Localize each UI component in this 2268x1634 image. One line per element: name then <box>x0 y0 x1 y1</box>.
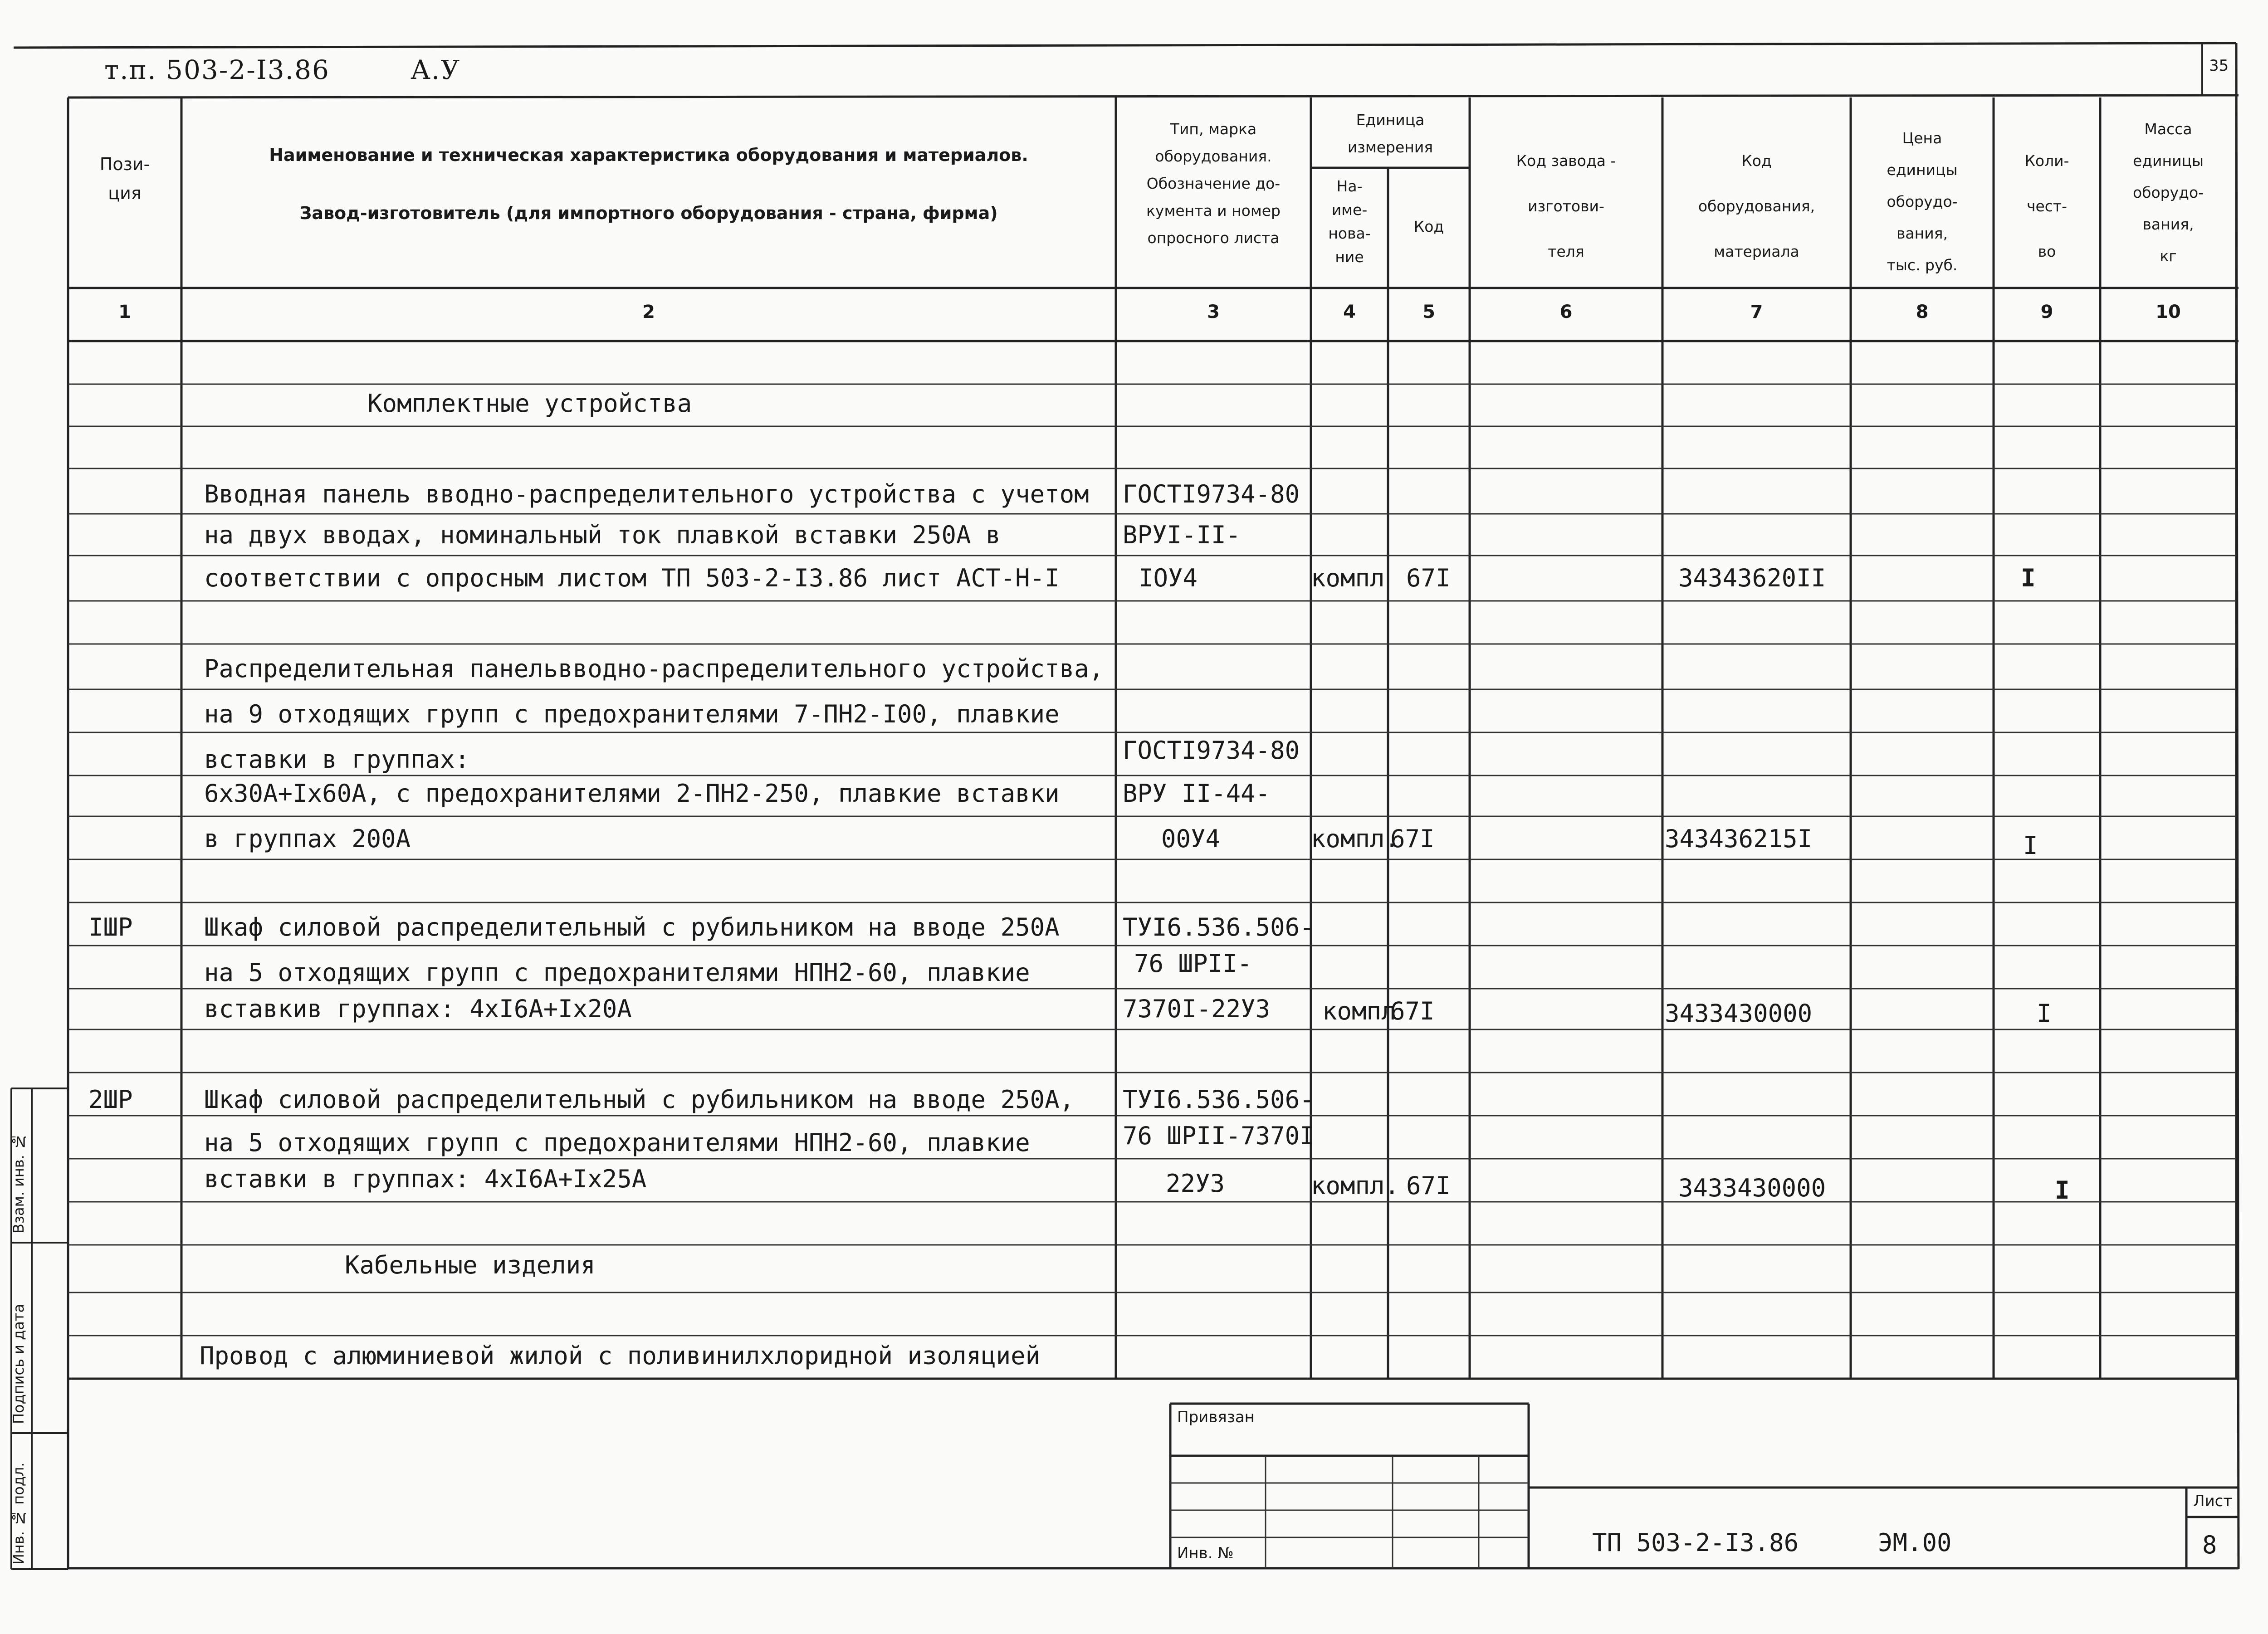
table-cell-type: 00У4 <box>1161 824 1221 853</box>
col-header-type: Тип, марка оборудования. Обозначение до- кумента и номер опросного листа <box>1146 120 1281 247</box>
section-heading-complete-devices: Комплектные устройства <box>367 389 692 418</box>
table-cell-name: вставкив группах: 4хI6А+Iх20А <box>204 995 632 1023</box>
table-cell-unit-code: 67I <box>1406 1171 1451 1200</box>
col-number-6: 6 <box>1559 302 1573 322</box>
col-header-unit-group: Единица измерения <box>1347 111 1433 156</box>
table-cell-type: ВРУ II-44- <box>1123 779 1271 808</box>
side-label-original-inv: Инв. № подл. <box>10 1462 27 1565</box>
table-cell-unit: компл <box>1322 997 1396 1025</box>
col-header-name: Наименование и техническая характеристика оборудования и материалов. Завод-изготовитель (для импортного оборудования - страна, фирма) <box>269 145 1028 223</box>
document-part: А.У <box>411 54 461 85</box>
table-cell-name: вставки в группах: <box>204 745 470 774</box>
col-number-7: 7 <box>1750 302 1763 322</box>
table-cell-quantity: I <box>2037 999 2052 1028</box>
table-cell-type: ТУI6.536.506- <box>1123 913 1315 941</box>
table-cell-name: соответствии с опросным листом ТП 503-2-I3.86 лист АСТ-Н-I <box>204 564 1060 592</box>
stamp-linked-label: Привязан <box>1177 1408 1255 1426</box>
table-cell-unit-code: 67I <box>1406 564 1451 592</box>
col-number-3: 3 <box>1207 302 1220 322</box>
stamp-sheet-number: 8 <box>2202 1531 2217 1559</box>
col-number-8: 8 <box>1916 302 1929 322</box>
col-header-price: Цена единицы оборудо- вания, тыс. руб. <box>1887 129 1958 274</box>
col-header-plant-code: Код завода - изготови- теля <box>1516 152 1616 260</box>
table-cell-name: Вводная панель вводно-распределительного устройства с учетом <box>204 480 1089 508</box>
col-header-unit-code: Код <box>1413 218 1444 235</box>
table-cell-type: ТУI6.536.506- <box>1123 1085 1315 1114</box>
table-cell-quantity: I <box>2023 831 2038 860</box>
col-header-quantity: Коли- чест- во <box>2024 152 2069 260</box>
table-cell-name: на 5 отходящих групп с предохранителями НПН2-60, плавкие <box>204 1128 1030 1157</box>
table-cell-position: IШР <box>88 913 133 941</box>
table-cell-type: IОУ4 <box>1139 564 1198 592</box>
table-cell-name: на 9 отходящих групп с предохранителями 7-ПН2-I00, плавкие <box>204 700 1060 728</box>
table-cell-name: Шкаф силовой распределительный с рубильником на вводе 250А, <box>204 1085 1075 1114</box>
table-cell-type: 22У3 <box>1166 1169 1225 1198</box>
table-cell-type: 76 ШРII- <box>1134 949 1252 978</box>
col-number-10: 10 <box>2156 302 2181 322</box>
col-number-4: 4 <box>1343 302 1356 322</box>
col-header-unit-name: На- име- нова- ние <box>1328 177 1371 266</box>
side-label-signature-date: Подпись и дата <box>10 1303 27 1424</box>
table-cell-equipment-code: 3433430000 <box>1678 1174 1826 1202</box>
table-cell-equipment-code: 3433430000 <box>1665 999 1813 1028</box>
table-cell-unit: компл. <box>1311 1171 1400 1200</box>
col-number-9: 9 <box>2040 302 2053 322</box>
table-cell-unit: компл. <box>1311 824 1400 853</box>
stamp-sheet-label: Лист <box>2193 1492 2233 1510</box>
table-cell-type: ГОСТI9734-80 <box>1123 480 1300 508</box>
table-cell-type: ВРУI-II- <box>1123 521 1241 549</box>
table-cell-type: 76 ШРII-7370I <box>1123 1122 1315 1150</box>
document-code: т.п. 503-2-I3.86 <box>104 54 330 85</box>
col-number-1: 1 <box>118 302 131 322</box>
table-cell-unit: компл <box>1311 564 1385 592</box>
table-cell-type: ГОСТI9734-80 <box>1123 736 1300 765</box>
table-cell-type: 7370I-22У3 <box>1123 995 1271 1023</box>
table-cell-equipment-code: 343436215I <box>1665 824 1813 853</box>
table-cell-name: на 5 отходящих групп с предохранителями НПН2-60, плавкие <box>204 958 1030 987</box>
stamp-inventory-label: Инв. № <box>1177 1544 1234 1562</box>
table-cell-name: вставки в группах: 4хI6А+Iх25А <box>204 1165 647 1193</box>
col-header-equipment-code: Код оборудования, материала <box>1698 152 1815 260</box>
table-cell-quantity: I <box>2021 564 2036 592</box>
table-cell-name: на двух вводах, номинальный ток плавкой вставки 250А в <box>204 521 1001 549</box>
table-cell-name: Шкаф силовой распределительный с рубильником на вводе 250А <box>204 913 1060 941</box>
table-cell-equipment-code: 34343620II <box>1678 564 1826 592</box>
table-cell-unit-code: 67I <box>1390 997 1435 1025</box>
page-corner-number: 35 <box>2209 57 2229 75</box>
section-heading-cable-products: Кабельные изделия <box>345 1251 596 1279</box>
table-cell-name: Распределительная панельвводно-распределительного устройства, <box>204 654 1104 683</box>
stamp-designation: ТП 503-2-I3.86 <box>1592 1528 1799 1557</box>
col-header-mass: Масса единицы оборудо- вания, кг <box>2132 120 2204 265</box>
table-cell-unit-code: 67I <box>1390 824 1435 853</box>
table-cell-quantity: I <box>2055 1176 2070 1205</box>
table-cell-name: Провод с алюминиевой жилой с поливинилхлоридной изоляцией <box>200 1341 1041 1370</box>
col-header-position: Пози- ция <box>99 154 150 203</box>
stamp-sheet-mark: ЭМ.00 <box>1878 1528 1952 1557</box>
col-number-5: 5 <box>1422 302 1435 322</box>
table-cell-name: в группах 200А <box>204 824 411 853</box>
col-number-2: 2 <box>642 302 655 322</box>
side-label-replace-inv: Взам. инв. № <box>10 1133 27 1234</box>
table-cell-position: 2ШР <box>88 1085 133 1114</box>
table-cell-name: 6х30А+Iх60А, с предохранителями 2-ПН2-250, плавкие вставки <box>204 779 1060 808</box>
